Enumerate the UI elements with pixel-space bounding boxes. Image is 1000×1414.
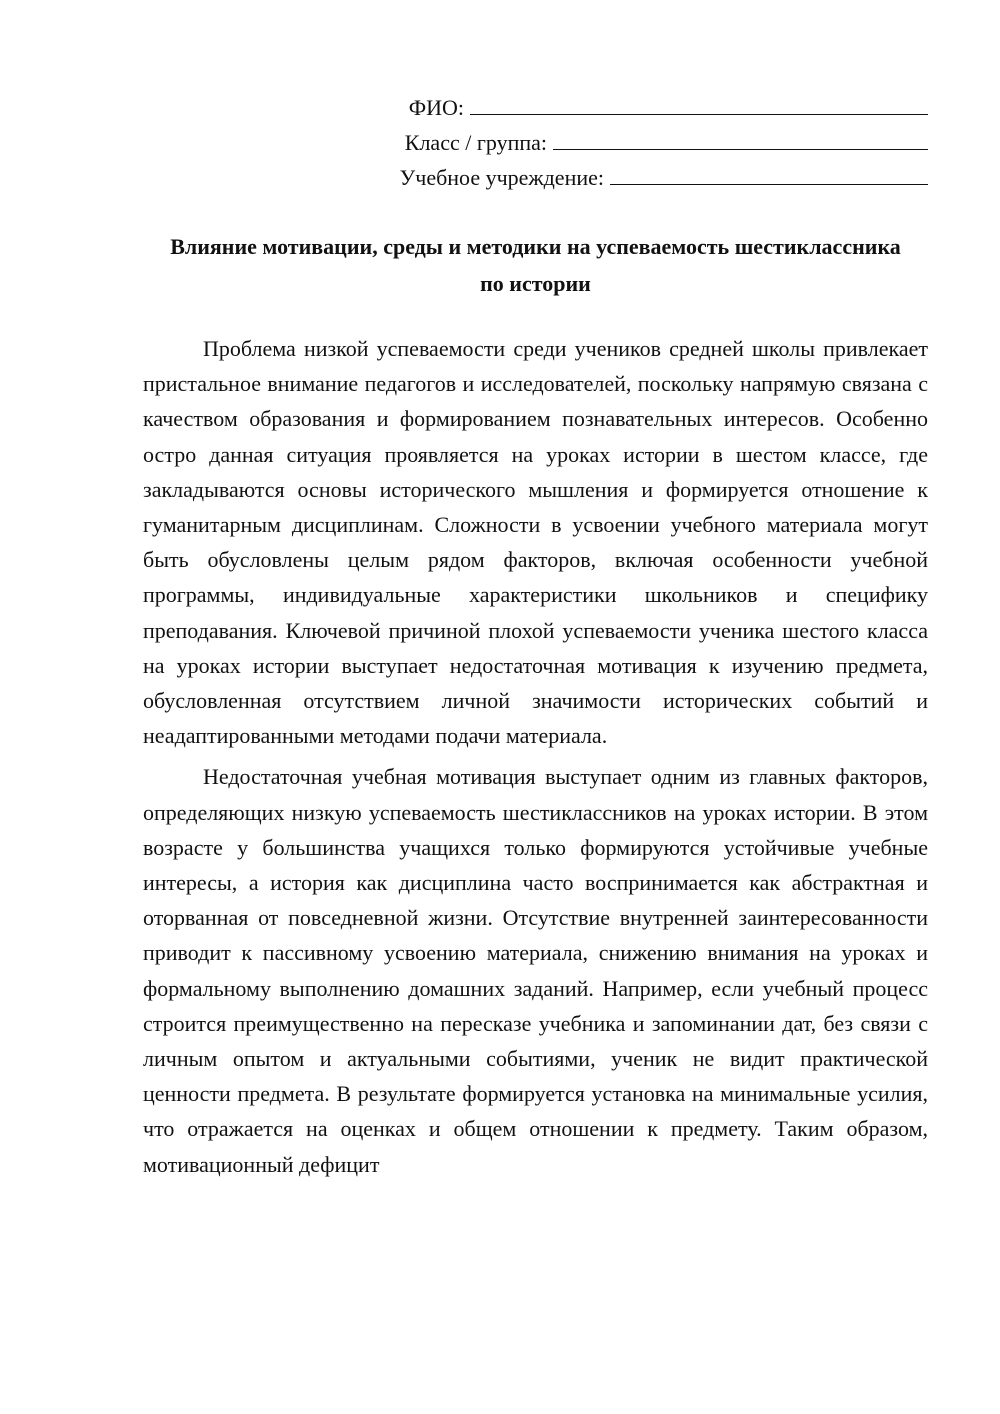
school-label: Учебное учреждение: (399, 165, 604, 190)
school-blank-line[interactable] (610, 160, 928, 185)
fio-blank-line[interactable] (470, 90, 928, 115)
document-title (143, 228, 928, 302)
header-fields (360, 90, 928, 195)
document-body (143, 331, 928, 1188)
class-blank-line[interactable] (553, 125, 928, 150)
paragraph: Проблема низкой успеваемости среди учеников средней школы привлекает пристальное внимание педагогов и исследователей, поскольку напрямую связана с качеством образования и формированием познавательных интересов. Особенно остро данная ситуация проявляется на уроках истории в шестом классе, где закладываются основы исторического мышления и формируется отношение к гуманитарным дисциплинам. Сложности в усвоении учебного материала могут быть обусловлены целым рядом факторов, включая особенности учебной программы, индивидуальные характеристики школьников и специфику преподавания. Ключевой причиной плохой успеваемости ученика шестого класса на уроках истории выступает недостаточная мотивация к изучению предмета, обусловленная отсутствием личной значимости исторических событий и неадаптированными методами подачи материала. (143, 336, 928, 749)
title-line-2: по истории (480, 271, 591, 296)
title-line-1: Влияние мотивации, среды и методики на успеваемость шестиклассника (170, 234, 901, 259)
fio-label: ФИО: (408, 95, 464, 120)
class-label: Класс / группа: (404, 130, 547, 155)
school-field-row (360, 160, 928, 195)
paragraph: Недостаточная учебная мотивация выступает одним из главных факторов, определяющих низкую успеваемость шестиклассников на уроках истории. В этом возрасте у большинства учащихся только формируются устойчивые учебные интересы, а история как дисциплина часто воспринимается как абстрактная и оторванная от повседневной жизни. Отсутствие внутренней заинтересованности приводит к пассивному усвоению материала, снижению внимания на уроках и формальному выполнению домашних заданий. Например, если учебный процесс строится преимущественно на пересказе учебника и запоминании дат, без связи с личным опытом и актуальными событиями, ученик не видит практической ценности предмета. В результате формируется установка на минимальные усилия, что отражается на оценках и общем отношении к предмету. Таким образом, мотивационный дефицит (143, 764, 928, 1177)
class-field-row (360, 125, 928, 160)
fio-field-row (360, 90, 928, 125)
